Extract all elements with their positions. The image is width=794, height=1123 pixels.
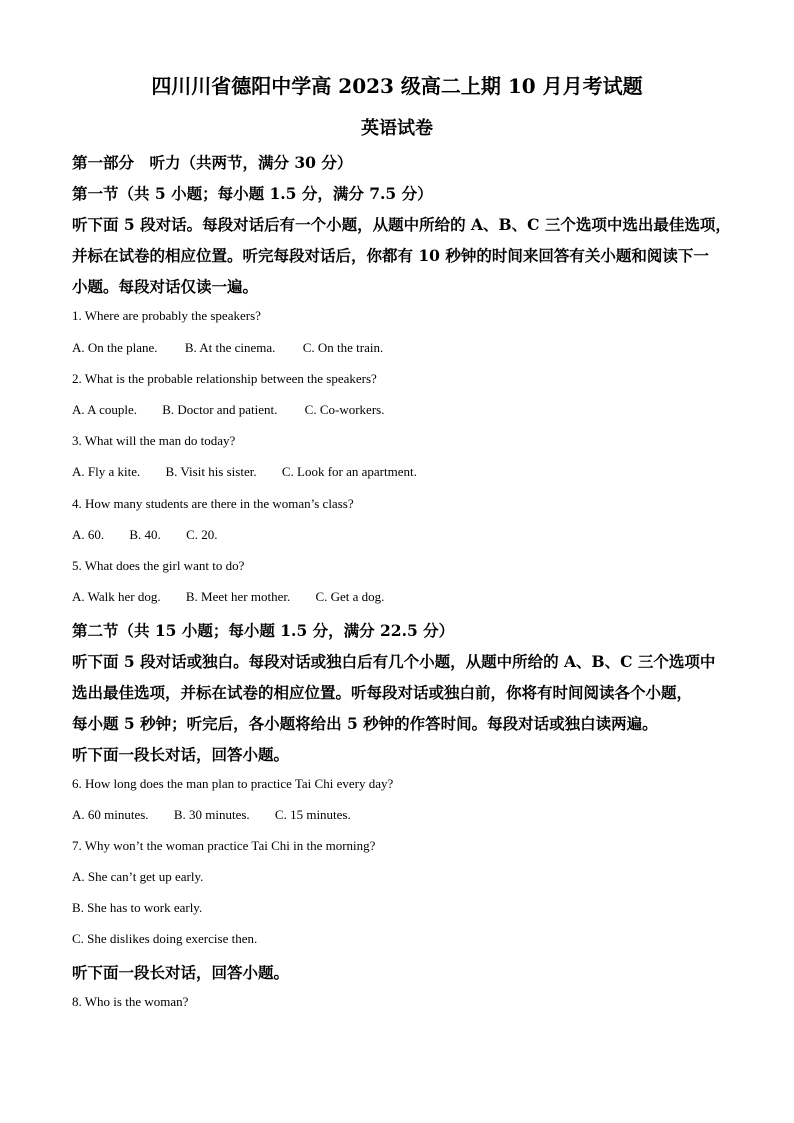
option-c: C. Co-workers. [304, 402, 385, 417]
option-b: B. Visit his sister. [165, 464, 257, 479]
option-c: C. 15 minutes. [274, 807, 351, 822]
option-a: A. Walk her dog. [72, 589, 161, 604]
section2-instruction-line: 选出最佳选项，并标在试卷的相应位置。听每段对话或独白前，你将有时间阅读各个小题， [72, 683, 693, 702]
option-c: C. On the train. [302, 340, 384, 355]
section1-instruction-line: 小题。每段对话仅读一遍。 [72, 277, 259, 296]
question-5: 5. What does the girl want to do? [72, 558, 245, 573]
option-c: C. 20. [186, 527, 218, 542]
option-c: C. Get a dog. [315, 589, 385, 604]
option-b: B. Doctor and patient. [162, 402, 278, 417]
question-7-option-b: B. She has to work early. [72, 900, 203, 915]
section1-instruction-line: 听下面 5 段对话。每段对话后有一个小题，从题中所给的 A、B、C 三个选项中选出最佳选项， [72, 215, 731, 234]
option-a: A. Fly a kite. [72, 464, 141, 479]
question-3: 3. What will the man do today? [72, 433, 236, 448]
question-5-options [72, 589, 384, 605]
option-a: A. 60. [72, 527, 105, 542]
question-4-options [72, 527, 217, 543]
part1-heading: 第一部分 听力（共两节，满分 30 分） [72, 153, 353, 172]
option-c: C. Look for an apartment. [281, 464, 417, 479]
option-b: B. At the cinema. [184, 340, 276, 355]
question-2: 2. What is the probable relationship between the speakers? [72, 371, 377, 386]
option-a: A. A couple. [72, 402, 137, 417]
section2-instruction-line: 每小题 5 秒钟；听完后，各小题将给出 5 秒钟的作答时间。每段对话或独白读两遍。 [72, 714, 658, 733]
option-a: A. 60 minutes. [72, 807, 149, 822]
section2-heading: 第二节（共 15 小题；每小题 1.5 分，满分 22.5 分） [72, 621, 455, 640]
question-6: 6. How long does the man plan to practice Tai Chi every day? [72, 776, 394, 791]
question-7-option-a: A. She can’t get up early. [72, 869, 204, 884]
question-3-options [72, 464, 417, 480]
question-4: 4. How many students are there in the woman’s class? [72, 496, 354, 511]
exam-subtitle: 英语试卷 [361, 118, 433, 139]
option-b: B. 40. [129, 527, 161, 542]
question-7: 7. Why won’t the woman practice Tai Chi in the morning? [72, 838, 376, 853]
section1-heading: 第一节（共 5 小题；每小题 1.5 分，满分 7.5 分） [72, 184, 433, 203]
option-a: A. On the plane. [72, 340, 158, 355]
question-7-option-c: C. She dislikes doing exercise then. [72, 931, 258, 946]
question-2-options [72, 402, 384, 418]
exam-title: 四川川省德阳中学高 2023 级高二上期 10 月月考试题 [151, 74, 643, 98]
option-b: B. Meet her mother. [185, 589, 291, 604]
dialog-intro: 听下面一段长对话，回答小题。 [72, 963, 290, 982]
question-6-options [72, 807, 351, 823]
dialog-intro: 听下面一段长对话，回答小题。 [72, 745, 290, 764]
question-1-options [72, 340, 383, 356]
section2-instruction-line: 听下面 5 段对话或独白。每段对话或独白后有几个小题，从题中所给的 A、B、C 三个选项中 [72, 652, 716, 671]
option-b: B. 30 minutes. [173, 807, 250, 822]
question-1: 1. Where are probably the speakers? [72, 308, 261, 323]
question-8: 8. Who is the woman? [72, 994, 189, 1009]
section1-instruction-line: 并标在试卷的相应位置。听完每段对话后，你都有 10 秒钟的时间来回答有关小题和阅读下一 [72, 246, 709, 265]
